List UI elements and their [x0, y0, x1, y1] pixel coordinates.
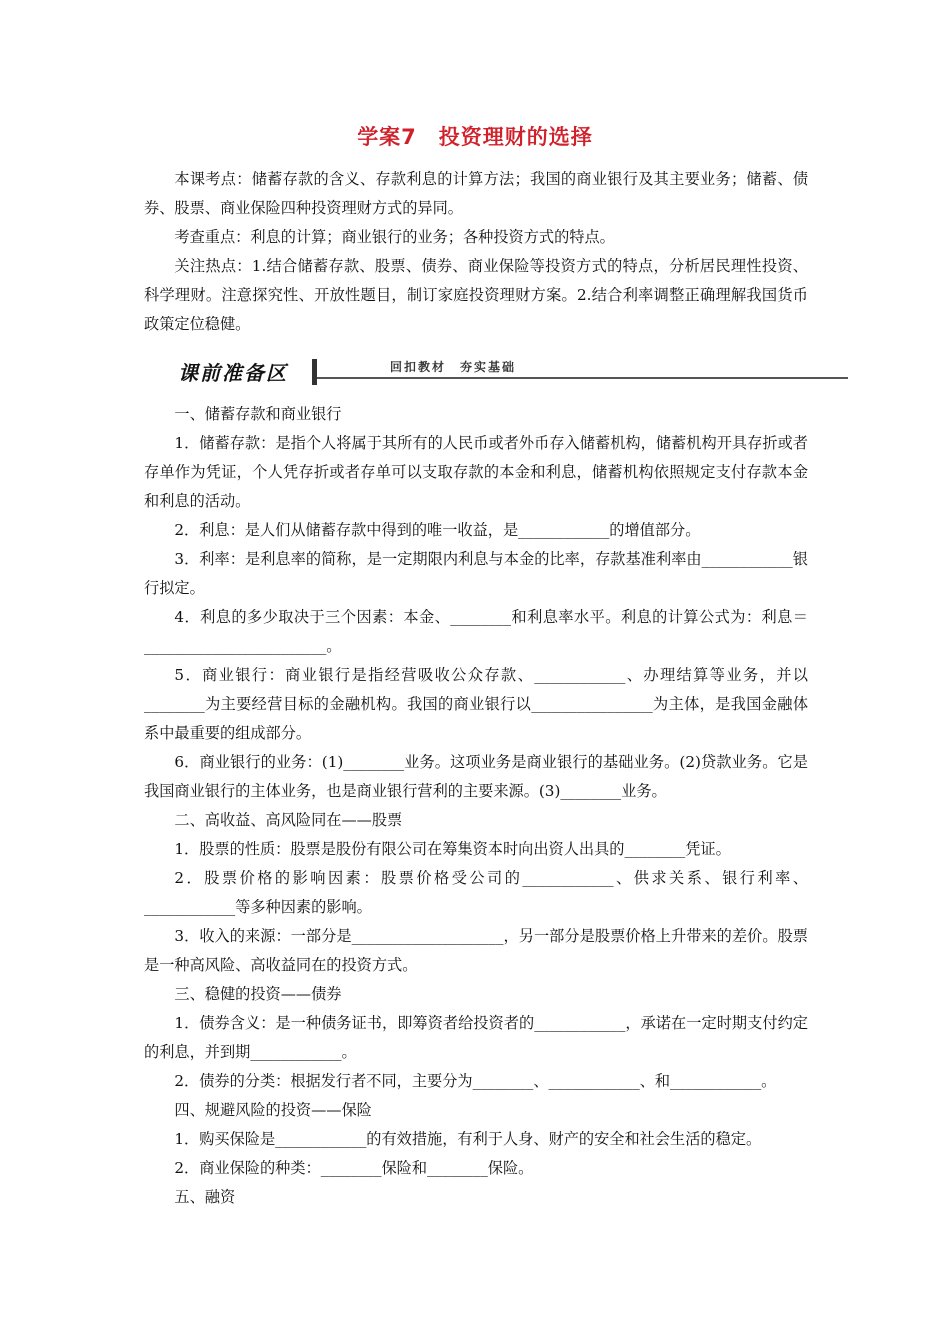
list-item: 3．收入的来源：一部分是____________________，另一部分是股票价格上升带来的差价。股票是一种高风险、高收益同在的投资方式。 — [144, 927, 808, 974]
page-title: 学案7 投资理财的选择 — [357, 125, 593, 149]
list-item: 6．商业银行的业务：(1)________业务。这项业务是商业银行的基础业务。(2)贷款业务。它是我国商业银行的主体业务，也是商业银行营利的主要来源。(3)________业务。 — [144, 753, 808, 800]
list-item: 1．债券含义：是一种债务证书，即筹资者给投资者的____________，承诺在一定时期支付约定的利息，并到期____________。 — [144, 1014, 808, 1061]
section-heading: 四、规避风险的投资——保险 — [174, 1101, 372, 1119]
section-heading: 一、储蓄存款和商业银行 — [174, 405, 342, 423]
list-item: 3．利率：是利息率的简称，是一定期限内利息与本金的比率，存款基准利率由____________银行拟定。 — [144, 550, 808, 597]
list-item: 2．债券的分类：根据发行者不同，主要分为________、____________、和____________。 — [174, 1072, 777, 1090]
list-item: 2．利息：是人们从储蓄存款中得到的唯一收益，是____________的增值部分。 — [174, 521, 701, 539]
section-header-bar — [178, 354, 848, 390]
list-item: 5．商业银行：商业银行是指经营吸收公众存款、____________、办理结算等业务，并以________为主要经营目标的金融机构。我国的商业银行以________________为主体，是我国金融体系中最重要的组成部分。 — [144, 666, 808, 742]
content-block — [144, 400, 808, 1212]
section-header-rule — [317, 377, 848, 379]
section-header-divider — [312, 359, 317, 385]
list-item: 2．股票价格的影响因素：股票价格受公司的____________、供求关系、银行利率、____________等多种因素的影响。 — [144, 869, 808, 916]
intro-paragraph: 考查重点：利息的计算；商业银行的业务；各种投资方式的特点。 — [174, 228, 615, 246]
intro-paragraph: 关注热点：1.结合储蓄存款、股票、债券、商业保险等投资方式的特点，分析居民理性投资、科学理财。注意探究性、开放性题目，制订家庭投资理财方案。2.结合利率调整正确理解我国货币政策定位稳健。 — [144, 257, 808, 333]
list-item: 1．股票的性质：股票是股份有限公司在筹集资本时向出资人出具的________凭证。 — [174, 840, 731, 858]
list-item: 1．储蓄存款：是指个人将属于其所有的人民币或者外币存入储蓄机构，储蓄机构开具存折或者存单作为凭证，个人凭存折或者存单可以支取存款的本金和利息，储蓄机构依照规定支付存款本金和利息的活动。 — [144, 434, 808, 510]
intro-paragraph: 本课考点：储蓄存款的含义、存款利息的计算方法；我国的商业银行及其主要业务；储蓄、债券、股票、商业保险四种投资理财方式的异同。 — [144, 170, 808, 217]
section-header-label: 课前准备区 — [178, 361, 288, 385]
intro-block — [144, 165, 808, 339]
section-heading: 二、高收益、高风险同在——股票 — [174, 811, 403, 829]
section-header-subtitle: 回扣教材 夯实基础 — [390, 360, 517, 374]
section-heading: 三、稳健的投资——债券 — [174, 985, 342, 1003]
list-item: 1．购买保险是____________的有效措施，有利于人身、财产的安全和社会生活的稳定。 — [174, 1130, 762, 1148]
section-heading: 五、融资 — [174, 1188, 236, 1206]
list-item: 2．商业保险的种类：________保险和________保险。 — [174, 1159, 534, 1177]
list-item: 4．利息的多少取决于三个因素：本金、________和利息率水平。利息的计算公式为：利息＝________________________。 — [144, 608, 808, 655]
